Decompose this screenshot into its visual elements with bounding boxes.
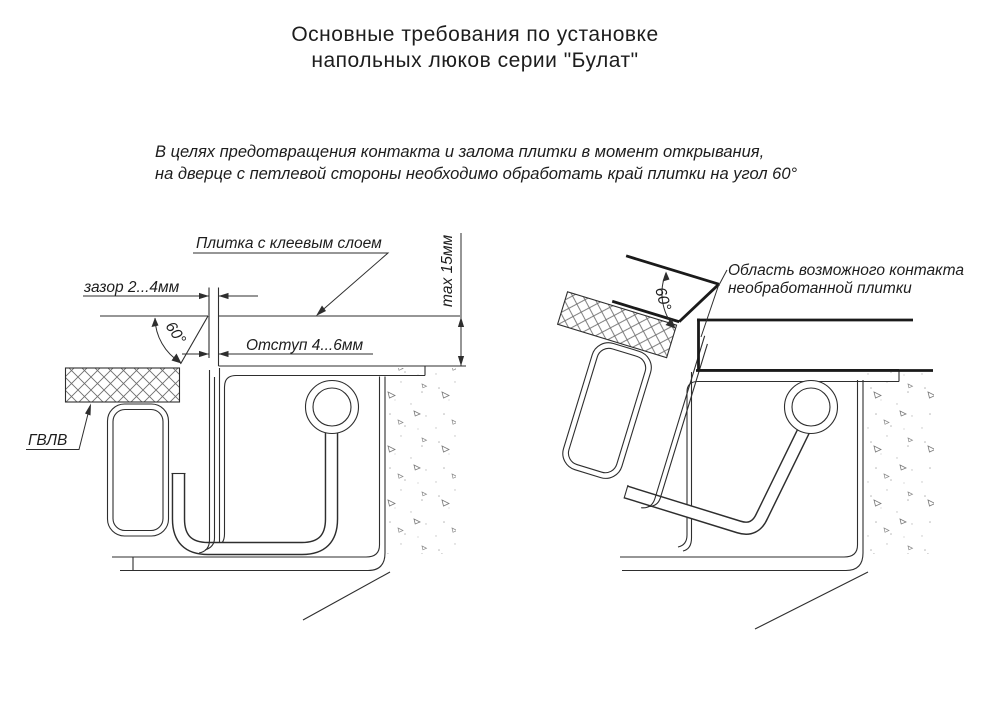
dimension-gap <box>83 279 258 299</box>
gvlv-hatch <box>66 368 180 402</box>
contact-label-line1: Область возможного контакта <box>728 262 964 279</box>
open-position-drawing <box>513 243 964 629</box>
door-tube-outer <box>559 338 656 482</box>
note-line2: на дверце с петлевой стороны необходимо обработать край плитки на угол 60° <box>155 165 798 183</box>
angle-label-open: 60° <box>651 285 674 313</box>
break-line <box>303 572 390 620</box>
concrete-fill <box>864 372 934 554</box>
frame-inner-wall <box>211 368 220 553</box>
dimension-max-height <box>439 233 464 366</box>
page-title-line2: напольных люков серии "Булат" <box>311 49 639 72</box>
door-skin-line1 <box>641 333 705 511</box>
gvlv-callout <box>26 404 91 450</box>
door-tube-outer <box>108 404 169 536</box>
hinge-circle-inner <box>792 388 830 426</box>
open-door-assembly <box>513 243 725 513</box>
page-title-line1: Основные требования по установке <box>291 23 659 46</box>
break-line <box>755 572 868 629</box>
closed-position-drawing <box>26 233 466 620</box>
hinge-lever <box>624 426 806 528</box>
angle-label-closed: 60° <box>161 318 189 348</box>
note-line1: В целях предотвращения контакта и залома плитки в момент открывания, <box>155 143 765 161</box>
contact-callout <box>719 262 964 297</box>
leader-line <box>719 270 727 285</box>
tile-label: Плитка с клеевым слоем <box>196 235 382 252</box>
angle-callout-closed <box>152 318 189 364</box>
concrete-fill <box>387 368 457 554</box>
door-skin-line1 <box>199 370 210 553</box>
tile-callout <box>193 235 388 316</box>
hinge-circle-inner <box>313 388 351 426</box>
gap-label: зазор 2...4мм <box>84 279 180 296</box>
dimension-offset <box>182 337 373 357</box>
contact-label-line2: необработанной плитки <box>728 280 912 297</box>
fixed-tile-outline <box>696 319 933 371</box>
hinge-lever <box>172 429 332 549</box>
board-label: ГВЛВ <box>28 432 68 449</box>
max-height-label: max 15мм <box>439 234 456 307</box>
offset-label: Отступ 4...6мм <box>246 337 364 354</box>
